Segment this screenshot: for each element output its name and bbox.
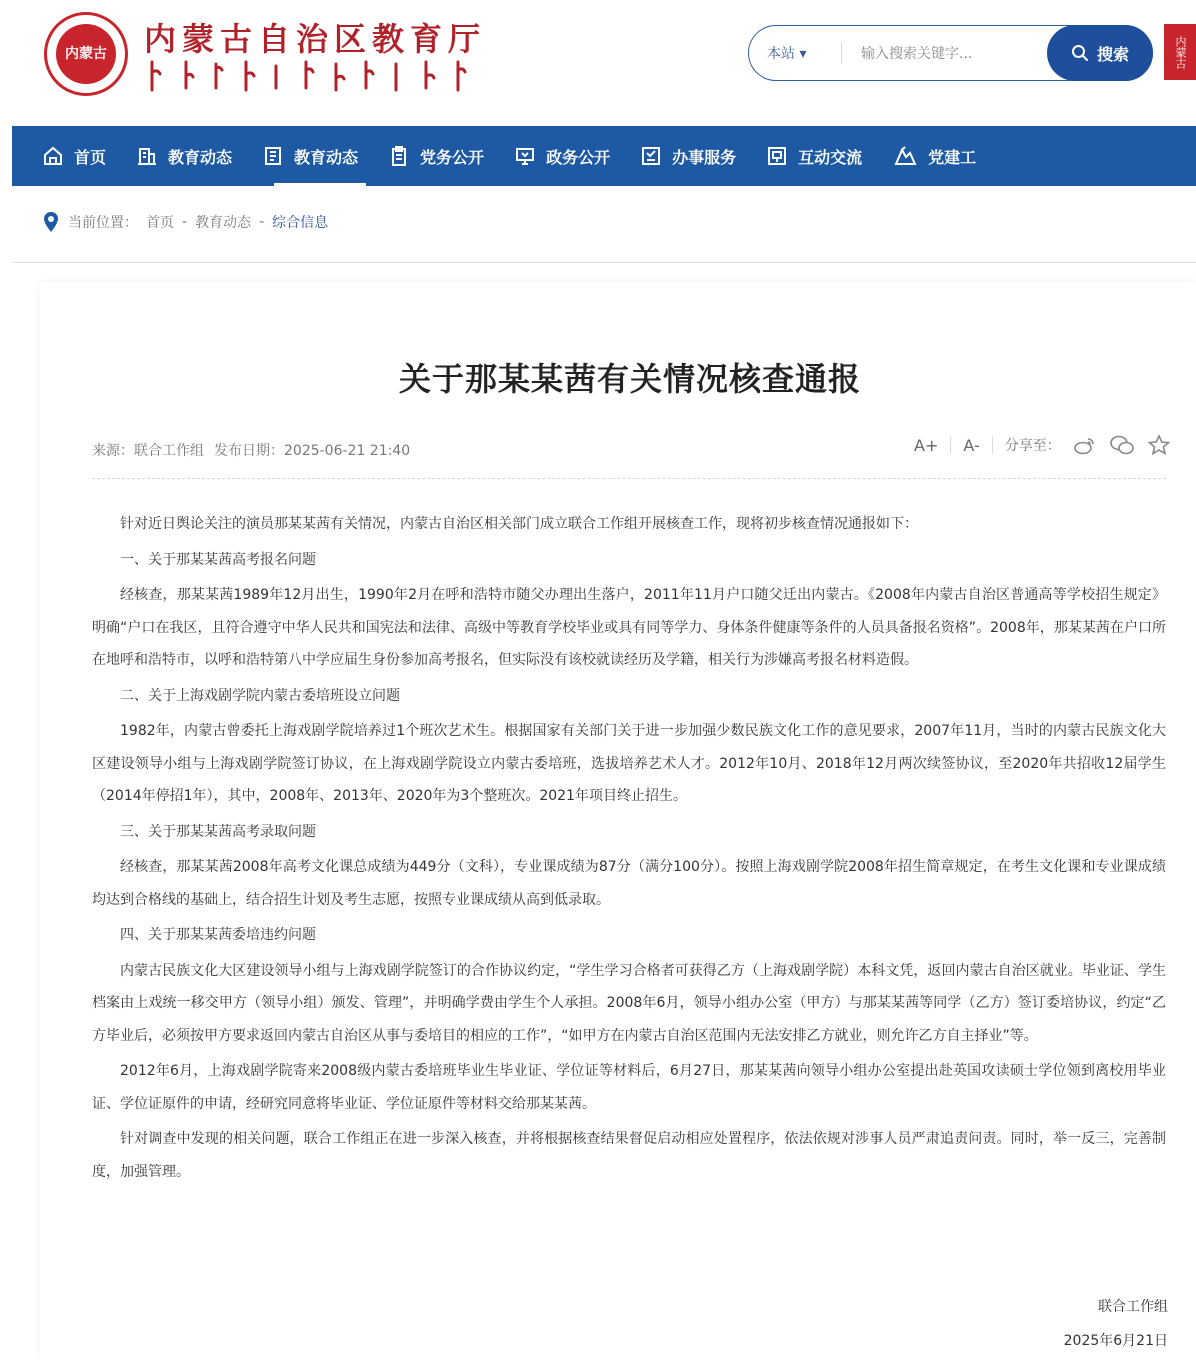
- article-paragraph: 经核查，那某某茜2008年高考文化课总成绩为449分（文科），专业课成绩为87分（满分100分）。按照上海戏剧学院2008年招生简章规定，在考生文化课和专业课成绩均达到合格线的基础上，结合招生计划及考生志愿，按照专业课成绩从高到低录取。: [92, 859, 1166, 908]
- nav-item-government-affairs[interactable]: [484, 126, 610, 186]
- nav-label: 政务公开: [546, 147, 611, 167]
- search-scope-label: 本站: [767, 46, 795, 62]
- main-nav: [12, 126, 1196, 186]
- tool-separator: [950, 436, 951, 454]
- chat-icon: [766, 145, 788, 167]
- article-signature: [1064, 1290, 1168, 1358]
- breadcrumb-current[interactable]: 综合信息: [272, 215, 329, 231]
- flag-icon: [892, 145, 918, 167]
- department-seal-logo[interactable]: [44, 12, 128, 96]
- form-icon: [640, 145, 662, 167]
- search-scope-dropdown[interactable]: [767, 43, 806, 63]
- article-paragraph: 1982年，内蒙古曾委托上海戏剧学院培养过1个班次艺术生。根据国家有关部门关于进一步加强少数民族文化工作的意见要求，2007年11月，当时的内蒙古民族文化大区建设领导小组与上海戏剧学院签订协议，在上海戏剧学院设立内蒙古委培班，选拔培养艺术人才。2012年10月、2018年12月两次续签协议，至2020年共招收12届学生（2014年停招1年），其中，2008年、2013年、2020年为3个整班次。2021年项目终止招生。: [92, 723, 1166, 804]
- nav-item-home[interactable]: [12, 126, 106, 186]
- wechat-share-icon[interactable]: [1109, 434, 1135, 456]
- article-paragraph: 针对近日舆论关注的演员那某某茜有关情况，内蒙古自治区相关部门成立联合工作组开展核查工作，现将初步核查情况通报如下：: [120, 516, 918, 532]
- article-paragraph: 针对调查中发现的相关问题，联合工作组正在进一步深入核查，并将根据核查结果督促启动相应处置程序，依法依规对涉事人员严肃追责问责。同时，举一反三，完善制度，加强管理。: [92, 1131, 1166, 1180]
- section-heading: 三、关于那某某茜高考录取问题: [120, 823, 316, 840]
- site-search: [748, 25, 1153, 81]
- nav-label: 办事服务: [672, 147, 737, 167]
- font-smaller-button[interactable]: A-: [963, 435, 980, 455]
- nav-label: 党务公开: [420, 147, 485, 167]
- breadcrumb: [42, 210, 328, 234]
- article-source: 联合工作组: [134, 443, 204, 459]
- share-label: 分享至：: [1004, 438, 1061, 454]
- nav-item-education-news[interactable]: [232, 126, 358, 186]
- tool-separator: [992, 436, 993, 454]
- home-icon: [42, 145, 64, 167]
- signature-date: 2025年6月21日: [1063, 1333, 1168, 1349]
- search-icon: [1071, 44, 1089, 62]
- article-paragraph: 经核查，那某某茜1989年12月出生，1990年2月在呼和浩特市随父办理出生落户，2011年11月户口随父迁出内蒙古。《2008年内蒙古自治区普通高等学校招生规定》明确“户口在我区，且符合遵守中华人民共和国宪法和法律、高级中等教育学校毕业或具有同等学力、身体条件健康等条件的人员具备报名资格”。2008年，那某某茜在户口所在地呼和浩特市，以呼和浩特第八中学应届生身份参加高考报名，但实际没有该校就读经历及学籍，相关行为涉嫌高考报名材料造假。: [92, 587, 1166, 668]
- source-label: 来源：: [92, 443, 134, 459]
- article-title: 关于那某某茜有关情况核查通报: [398, 360, 861, 398]
- building-icon: [136, 145, 158, 167]
- article-meta: [92, 440, 410, 460]
- favorite-star-icon[interactable]: [1147, 434, 1171, 456]
- nav-item-overview[interactable]: [106, 126, 232, 186]
- mongolian-script-logo: [146, 58, 476, 94]
- nav-label: 首页: [74, 147, 107, 167]
- monitor-icon: [514, 145, 536, 167]
- font-larger-button[interactable]: A+: [914, 435, 939, 455]
- section-heading: 四、关于那某某茜委培违约问题: [120, 927, 316, 943]
- search-button-label: 搜索: [1096, 44, 1129, 64]
- seal-text: 内蒙古: [56, 24, 116, 84]
- nav-item-party-affairs[interactable]: [358, 126, 484, 186]
- meta-divider: [92, 478, 1166, 479]
- article-body: [92, 508, 1166, 1191]
- side-tab[interactable]: 内蒙古: [1164, 24, 1196, 80]
- signature-issuer: 联合工作组: [1098, 1299, 1168, 1315]
- article-date: 2025-06-21 21:40: [284, 443, 411, 459]
- search-divider: [841, 42, 842, 64]
- site-title[interactable]: 内蒙古自治区教育厅: [144, 20, 487, 58]
- article-paragraph: 2012年6月，上海戏剧学院寄来2008级内蒙古委培班毕业生毕业证、学位证等材料后，6月27日，那某某茜向领导小组办公室提出赴英国攻读硕士学位领到离校用毕业证、学位证原件的申请，经研究同意将毕业证、学位证原件等材料交给那某某茜。: [92, 1063, 1166, 1112]
- document-icon: [262, 145, 284, 167]
- search-input[interactable]: [859, 41, 1043, 67]
- article-paragraph: 内蒙古民族文化大区建设领导小组与上海戏剧学院签订的合作协议约定，“学生学习合格者可获得乙方（上海戏剧学院）本科文凭，返回内蒙古自治区就业。毕业证、学生档案由上戏统一移交甲方（领导小组）颁发、管理”，并明确学费由学生个人承担。2008年6月，领导小组办公室（甲方）与那某某茜等同学（乙方）签订委培协议，约定“乙方毕业后，必须按甲方要求返回内蒙古自治区从事与委培目的相应的工作”，“如甲方在内蒙古自治区范围内无法安排乙方就业，则允许乙方自主择业”等。: [92, 962, 1166, 1044]
- nav-label: 教育动态: [294, 147, 359, 167]
- nav-item-services[interactable]: [610, 126, 736, 186]
- nav-item-party-building[interactable]: [862, 126, 976, 186]
- chevron-down-icon: ▾: [799, 46, 807, 62]
- location-pin-icon: [42, 211, 60, 233]
- section-heading: 二、关于上海戏剧学院内蒙古委培班设立问题: [120, 687, 400, 704]
- breadcrumb-home[interactable]: 首页: [146, 215, 174, 231]
- nav-label: 教育动态: [168, 147, 233, 167]
- date-label: 发布日期：: [214, 443, 284, 459]
- breadcrumb-label: 当前位置：: [68, 215, 138, 231]
- article-card: [40, 282, 1196, 1360]
- nav-label: 互动交流: [798, 147, 863, 167]
- weibo-share-icon[interactable]: [1073, 434, 1097, 456]
- breadcrumb-education-news[interactable]: 教育动态: [195, 215, 252, 231]
- breadcrumb-separator: -: [182, 214, 188, 230]
- site-header: [0, 0, 1196, 125]
- nav-item-interaction[interactable]: [736, 126, 862, 186]
- article-tools: [914, 434, 1171, 456]
- clipboard-icon: [388, 145, 410, 167]
- section-heading: 一、关于那某某茜高考报名问题: [120, 551, 316, 568]
- nav-label: 党建工: [928, 147, 977, 167]
- breadcrumb-separator: -: [259, 214, 265, 230]
- search-button[interactable]: [1047, 25, 1153, 81]
- divider: [12, 262, 1196, 263]
